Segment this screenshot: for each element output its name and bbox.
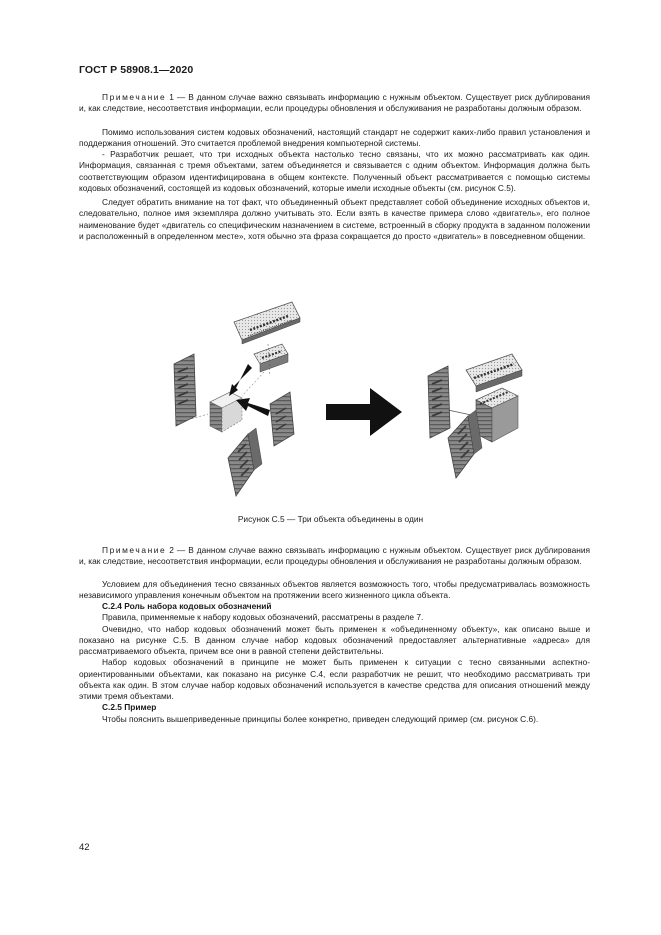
text-block-upper — [79, 92, 590, 242]
figure-caption: Рисунок С.5 — Три объекта объединены в один — [237, 514, 424, 524]
combined-object-drawing — [428, 354, 522, 478]
figure-c5 — [130, 292, 530, 502]
paragraph: Чтобы пояснить вышеприведенные принципы более конкретно, приведен следующий пример (см. рисунок С.6). — [102, 713, 539, 724]
section-heading-c25: С.2.5 Пример — [102, 702, 157, 713]
paragraph: Помимо использования систем кодовых обозначений, настоящий стандарт не содержит каких-либо правил установления и поддержания отношений. Это считается проблемой внедрения компьютерной системы. — [79, 126, 590, 148]
paragraph: Следует обратить внимание на тот факт, что объединенный объект представляет собой объединение исходных объектов и, следовательно, полное имя экземпляра должно учитывать это. Если взять в качестве примера слово «двигатель», его полное наименование будет «двигатель со специфическим назначением в системе, встроенный в сборку продукта в заданном положении и расположенный в определенном месте», хотя обычно эта фраза сокращается до просто «двигатель» в повседневном общении. — [79, 197, 590, 241]
note-2 — [79, 545, 590, 568]
page-number: 42 — [79, 842, 90, 853]
note-2-label: Примечание — [102, 545, 167, 555]
note-1-text: 1 — В данном случае важно связывать информацию с нужным объектом. Существует риск дублирования и, как следствие, несоответствия информации, если процедуры обновления и обслуживания не разработаны должным образом. — [79, 92, 590, 114]
section-heading-c24: С.2.4 Роль набора кодовых обозначений — [102, 601, 272, 611]
separate-objects-drawing — [174, 292, 300, 496]
note-1 — [79, 92, 590, 115]
paragraph: Очевидно, что набор кодовых обозначений может быть применен к «объединенному объекту», как описано выше и показано на рисунке С.5. В данном случае набор кодовых обозначений предоставляет альтернативные «адреса» для рассматриваемого объекта, причем все они в равной степени действительны. — [79, 623, 590, 656]
text-block-lower — [79, 545, 590, 725]
note-2-text: 2 — В данном случае важно связывать информацию с нужным объектом. Существует риск дублирования и, как следствие, несоответствия информации, если процедуры обновления и обслуживания не разработаны должным образом. — [79, 545, 590, 567]
paragraph: Условием для объединения тесно связанных объектов является возможность того, чтобы предусматривалась возможность независимого управления конечным объектом на протяжении всего жизненного цикла объекта. — [79, 578, 590, 600]
paragraph: Правила, применяемые к набору кодовых обозначений, рассматрены в разделе 7. — [102, 612, 424, 623]
paragraph: Набор кодовых обозначений в принципе не может быть применен к ситуации с тесно связанными аспектно-ориентированными объектами, как показано на рисунке С.4, если разработчик не решит, что необходимо рассматривать три объекта как один. В этом случае набор кодовых обозначений используется в качестве средства для описания отношений между этими тремя объектами. — [79, 657, 590, 701]
note-1-label: Примечание — [102, 92, 167, 102]
document-header: ГОСТ Р 58908.1—2020 — [79, 64, 194, 76]
paragraph: - Разработчик решает, что три исходных объекта настолько тесно связаны, что их можно рассматривать как один. Информация, связанная с тремя объектами, затем объединяется и связывается с одним объектом. Информация должна быть соответствующим образом идентифицирована в общем контексте. Полученный объект рассматривается с помощью системы кодовых обозначений, состоящей из кодовых обозначений, которые имели исходные объекты (см. рисунок С.5). — [79, 149, 590, 193]
transform-arrow-icon — [326, 388, 402, 436]
